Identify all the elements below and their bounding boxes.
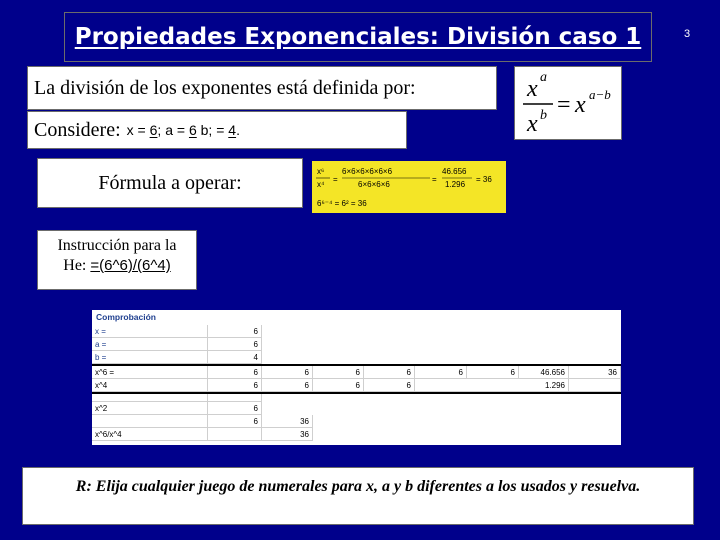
result-base: x [575,92,586,118]
sheet-cell: 6 [208,338,262,351]
spreadsheet-screenshot [92,310,621,445]
sheet-cell: 4 [208,351,262,364]
sheet-cell: x = [92,325,208,338]
instruction-box [37,230,197,290]
lhs-den: x⁴ [317,180,325,189]
yellow-formula-image [312,161,506,213]
definition-box [27,66,497,110]
sheet-cell: 6 [364,366,415,379]
division-formula-image [514,66,622,140]
sheet-cell: 6 [208,325,262,338]
sheet-cell: 6 [313,366,364,379]
x-value: 6 [149,122,158,138]
yellow-formula-svg [312,161,506,213]
consider-values: x = 6; a = 6 b; = 4. [126,122,240,138]
denominator-exponent: b [540,108,547,123]
sheet-title: Comprobación [96,312,156,322]
sheet-cell: x^2 [92,402,208,415]
sheet-cell: x^6 = [92,366,208,379]
sheet-cell: x^4 [92,379,208,392]
title-text: Propiedades Exponenciales: División caso 1 [74,24,642,50]
sheet-cell: 6 [313,379,364,392]
sheet-cell: 36 [569,366,621,379]
numerator-base: x [527,76,538,102]
line1-result: = 36 [476,175,492,184]
sheet-cell: 1.296 [415,379,569,392]
result-exponent: a−b [589,87,611,102]
sheet-cell: 6 [262,366,313,379]
sheet-cell: 6 [415,366,467,379]
operate-box [37,158,303,208]
sheet-cell: b = [92,351,208,364]
sheet-cell: 6 [364,379,415,392]
consider-box [27,111,407,149]
line2: 6⁶⁻⁴ = 6² = 36 [317,199,367,208]
b-value: 4 [228,122,237,138]
svg-text:=: = [333,175,338,184]
sheet-cell: 6 [262,379,313,392]
answer-box [22,467,694,525]
numerator-exponent: a [540,70,547,85]
instruction-line1: Instrucción para la [57,237,177,254]
equals-sign: = [557,92,571,118]
sheet-cell: x^6/x^4 [92,428,208,441]
mid-den: 1.296 [445,180,466,189]
answer-text: R: Elija cualquier juego de numerales para x, a y b diferentes a los usados y resuelva. [75,478,641,495]
sheet-cell [92,415,208,428]
sheet-cell: 46.656 [519,366,569,379]
sheet-cell: 6 [208,379,262,392]
expanded-den: 6×6×6×6 [358,180,390,189]
instruction-formula: =(6^6)/(6^4) [90,257,171,274]
sheet-cell: 6 [208,402,262,415]
operate-label: Fórmula a operar: [98,171,242,194]
sheet-cell: 36 [262,415,313,428]
instruction-line2: He: =(6^6)/(6^4) [63,257,171,274]
sheet-cell: 36 [262,428,313,441]
definition-text: La división de los exponentes está definida por: [34,76,416,99]
mid-num: 46.656 [442,167,467,176]
sheet-cell: 6 [208,415,262,428]
svg-text:=: = [432,175,437,184]
sheet-cell: 6 [467,366,519,379]
denominator-base: x [527,111,538,137]
slide-number: 3 [684,28,691,40]
sheet-cell: 6 [208,366,262,379]
expanded-num: 6×6×6×6×6×6 [342,167,393,176]
division-formula-svg [515,67,621,139]
a-value: 6 [188,122,197,138]
lhs-num: x⁶ [317,167,325,176]
consider-label: Considere: [34,118,121,141]
slide-title [64,12,652,62]
sheet-cell: a = [92,338,208,351]
